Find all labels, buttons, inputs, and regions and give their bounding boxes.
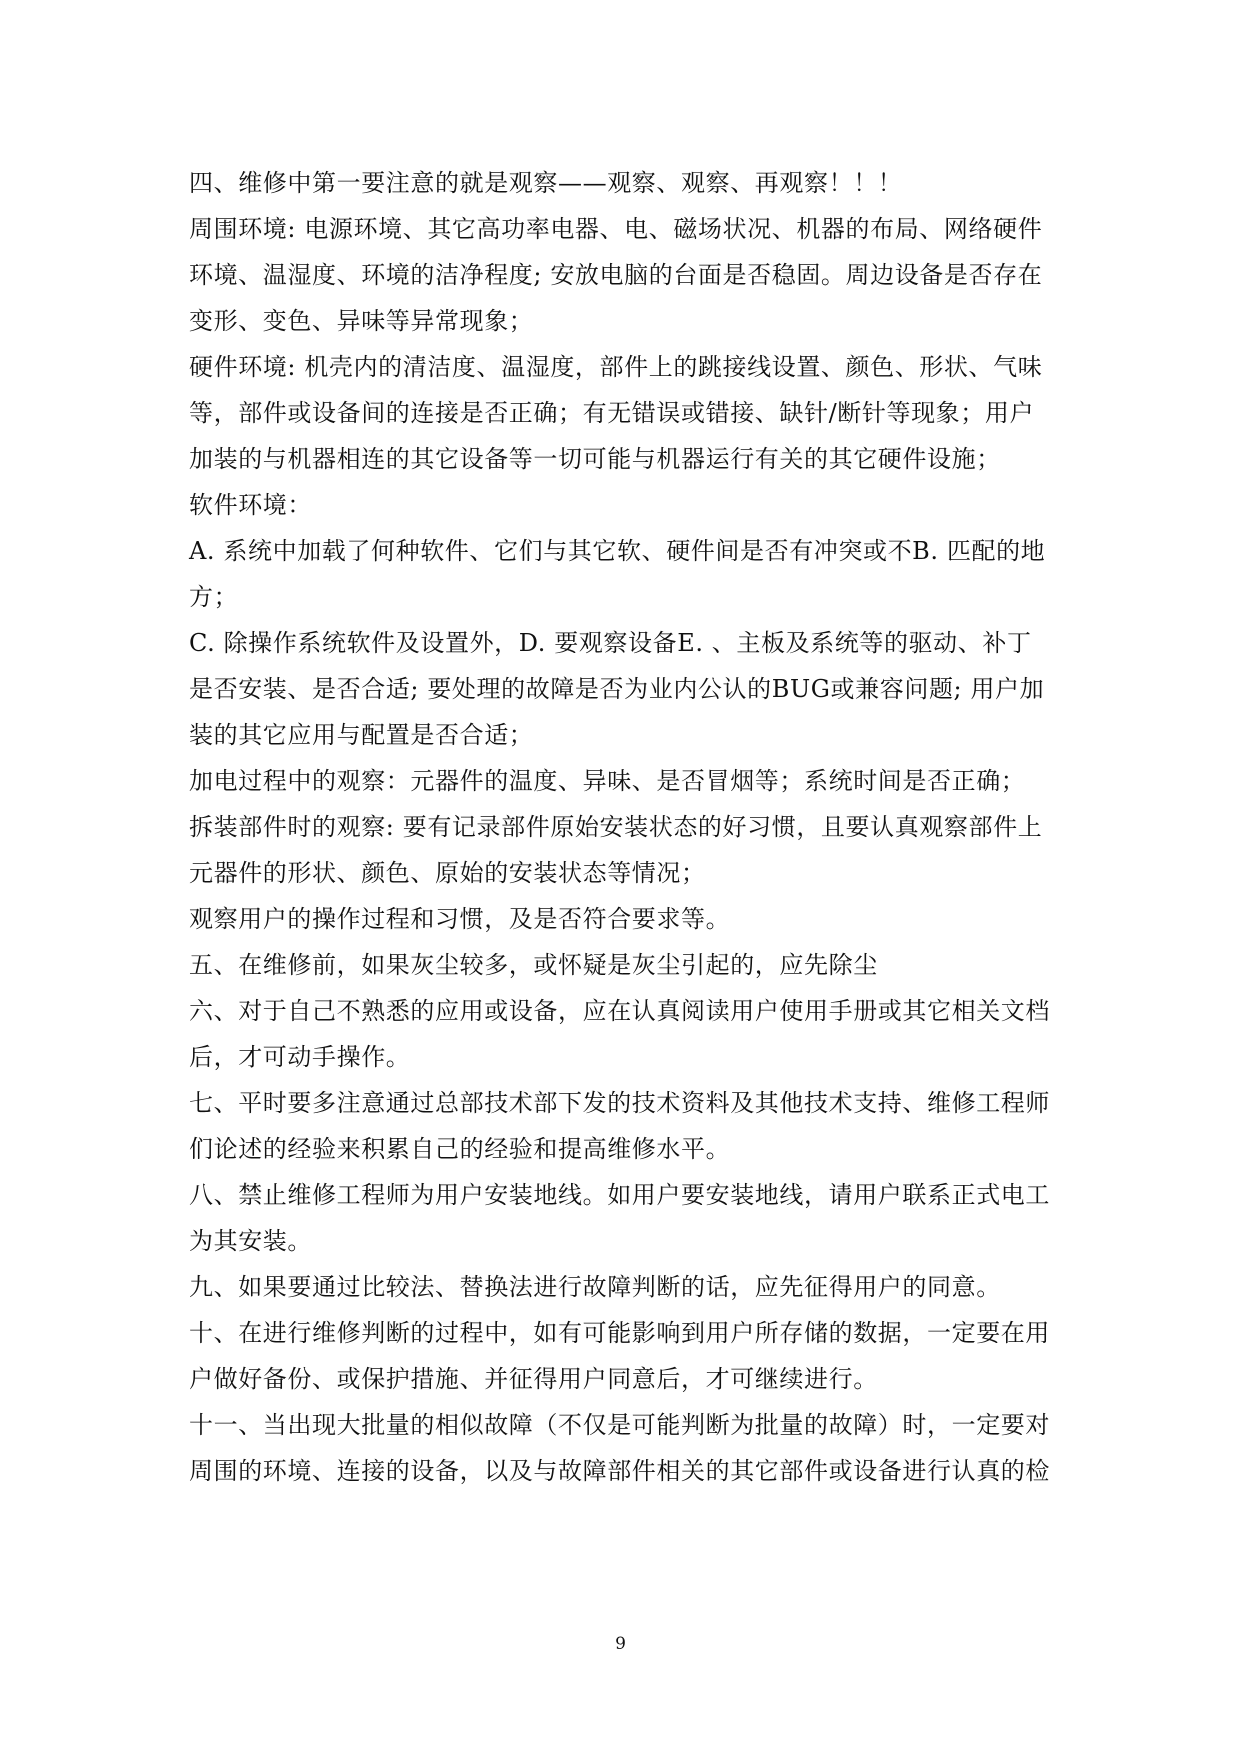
text-line: 四、维修中第一要注意的就是观察——观察、观察、再观察！！！ (189, 169, 903, 197)
text-line: 五、在维修前，如果灰尘较多，或怀疑是灰尘引起的，应先除尘 (189, 951, 878, 979)
text-line: 变形、变色、异味等异常现象； (189, 307, 534, 335)
text-line: 十、在进行维修判断的过程中，如有可能影响到用户所存储的数据，一定要在用 (189, 1319, 1050, 1347)
text-line: 拆装部件时的观察: 要有记录部件原始安装状态的好习惯，且要认真观察部件上 (189, 813, 1043, 841)
text-line: A. 系统中加载了何种软件、它们与其它软、硬件间是否有冲突或不B. 匹配的地 (189, 537, 1046, 565)
text-line: 等，部件或设备间的连接是否正确；有无错误或错接、缺针/断针等现象；用户 (189, 399, 1035, 427)
text-line: 加电过程中的观察：元器件的温度、异味、是否冒烟等；系统时间是否正确； (189, 767, 1026, 795)
text-line: 八、禁止维修工程师为用户安装地线。如用户要安装地线，请用户联系正式电工 (189, 1181, 1050, 1209)
text-line: 六、对于自己不熟悉的应用或设备，应在认真阅读用户使用手册或其它相关文档 (189, 997, 1050, 1025)
text-line: 方； (189, 583, 239, 611)
page-number: 9 (615, 1634, 626, 1654)
text-line: 装的其它应用与配置是否合适； (189, 721, 534, 749)
text-line: 元器件的形状、颜色、原始的安装状态等情况； (189, 859, 706, 887)
text-line: 环境、温湿度、环境的洁净程度; 安放电脑的台面是否稳固。周边设备是否存在 (189, 261, 1043, 289)
text-line: 硬件环境: 机壳内的清洁度、温湿度，部件上的跳接线设置、颜色、形状、气味 (189, 353, 1043, 381)
text-line: C. 除操作系统软件及设置外，D. 要观察设备E. 、主板及系统等的驱动、补丁 (189, 629, 1032, 657)
text-line: 是否安装、是否合适; 要处理的故障是否为业内公认的BUG或兼容问题; 用户加 (189, 675, 1045, 703)
text-line: 们论述的经验来积累自己的经验和提高维修水平。 (189, 1135, 731, 1163)
text-line: 后，才可动手操作。 (189, 1043, 411, 1071)
text-line: 周围的环境、连接的设备，以及与故障部件相关的其它部件或设备进行认真的检 (189, 1457, 1050, 1485)
text-line: 加装的与机器相连的其它设备等一切可能与机器运行有关的其它硬件设施； (189, 445, 1001, 473)
text-line: 为其安装。 (189, 1227, 312, 1255)
text-line: 十一、当出现大批量的相似故障（不仅是可能判断为批量的故障）时，一定要对 (189, 1411, 1050, 1439)
text-line: 九、如果要通过比较法、替换法进行故障判断的话，应先征得用户的同意。 (189, 1273, 1001, 1301)
text-line: 户做好备份、或保护措施、并征得用户同意后，才可继续进行。 (189, 1365, 878, 1393)
text-line: 观察用户的操作过程和习惯，及是否符合要求等。 (189, 905, 731, 933)
text-line: 七、平时要多注意通过总部技术部下发的技术资料及其他技术支持、维修工程师 (189, 1089, 1050, 1117)
text-line: 周围环境: 电源环境、其它高功率电器、电、磁场状况、机器的布局、网络硬件 (189, 215, 1043, 243)
text-line: 软件环境： (189, 491, 312, 519)
document-body (189, 160, 1059, 1494)
